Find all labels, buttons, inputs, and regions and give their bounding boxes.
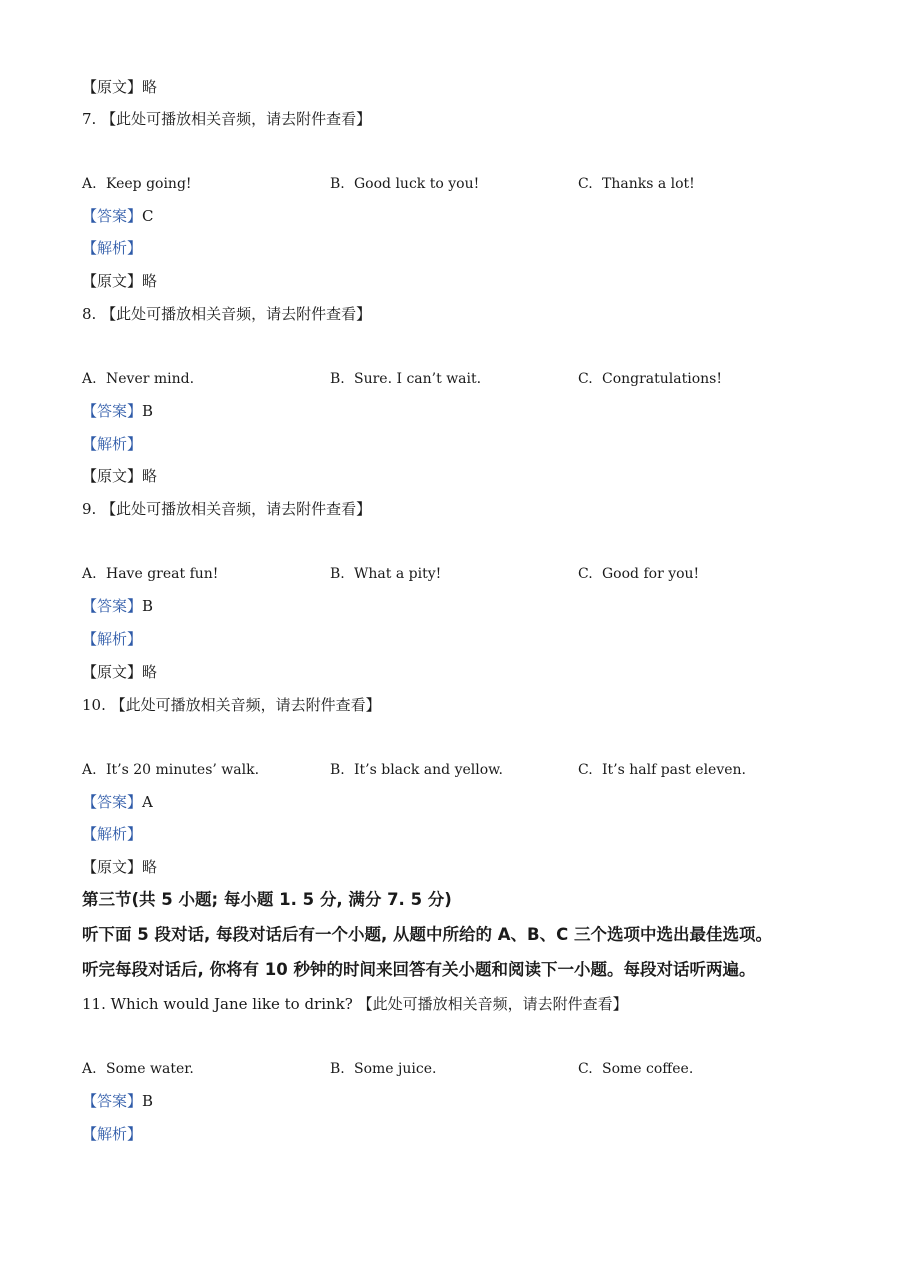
yuanwen-line — [82, 465, 157, 487]
answer-tag: 【答案】 — [82, 793, 143, 811]
option-b: B. It’s black and yellow. — [330, 762, 503, 778]
yuanwen-tag: 【原文】 — [82, 467, 143, 485]
option-b: B. Sure. I can’t wait. — [330, 371, 482, 387]
answer-tag: 【答案】 — [82, 402, 143, 420]
yuanwen-line — [82, 270, 157, 292]
option-c: C. Congratulations! — [578, 371, 722, 387]
answer-line — [82, 595, 153, 617]
options-q8 — [82, 368, 842, 390]
answer-tag: 【答案】 — [82, 1092, 143, 1110]
answer-value: A — [142, 793, 153, 811]
option-a: A. It’s 20 minutes’ walk. — [82, 762, 260, 778]
options-q7 — [82, 173, 842, 195]
question-9: 9. 【此处可播放相关音频，请去附件查看】 — [82, 500, 372, 518]
answer-line — [82, 400, 153, 422]
yuanwen-tag: 【原文】 — [82, 663, 143, 681]
yuanwen-tag: 【原文】 — [82, 858, 143, 876]
yuanwen-text: 略 — [142, 663, 158, 681]
yuanwen-line — [82, 856, 157, 878]
option-b: B. What a pity! — [330, 566, 442, 582]
question-8: 8. 【此处可播放相关音频，请去附件查看】 — [82, 305, 372, 323]
jiexi-tag: 【解析】 — [82, 1125, 143, 1143]
option-b: B. Good luck to you! — [330, 176, 480, 192]
answer-tag: 【答案】 — [82, 207, 143, 225]
yuanwen-text: 略 — [142, 272, 158, 290]
options-q10 — [82, 759, 842, 781]
question-11: 11. Which would Jane like to drink? 【此处可播放相关音频，请去附件查看】 — [82, 995, 628, 1013]
option-c: C. Some coffee. — [578, 1061, 694, 1077]
question-10: 10. 【此处可播放相关音频，请去附件查看】 — [82, 696, 381, 714]
answer-line — [82, 791, 153, 813]
yuanwen-line — [82, 76, 157, 98]
answer-value: B — [142, 402, 154, 420]
jiexi-line — [82, 237, 142, 259]
answer-tag: 【答案】 — [82, 597, 143, 615]
option-c: C. Thanks a lot! — [578, 176, 695, 192]
option-a: A. Keep going! — [82, 176, 192, 192]
question-7: 7. 【此处可播放相关音频，请去附件查看】 — [82, 110, 372, 128]
jiexi-line — [82, 1123, 142, 1145]
option-c: C. It’s half past eleven. — [578, 762, 746, 778]
yuanwen-text: 略 — [142, 78, 158, 96]
option-a: A. Never mind. — [82, 371, 195, 387]
options-q11 — [82, 1058, 842, 1080]
answer-value: B — [142, 1092, 154, 1110]
answer-line — [82, 205, 154, 227]
section-heading: 第三节(共 5 小题; 每小题 1. 5 分, 满分 7. 5 分) — [82, 890, 452, 909]
option-b: B. Some juice. — [330, 1061, 437, 1077]
jiexi-line — [82, 433, 142, 455]
section-instruction-2: 听完每段对话后, 你将有 10 秒钟的时间来回答有关小题和阅读下一小题。每段对话听两遍。 — [82, 960, 756, 979]
options-q9 — [82, 563, 842, 585]
yuanwen-tag: 【原文】 — [82, 272, 143, 290]
yuanwen-tag: 【原文】 — [82, 78, 143, 96]
jiexi-line — [82, 628, 142, 650]
option-a: A. Some water. — [82, 1061, 194, 1077]
option-c: C. Good for you! — [578, 566, 700, 582]
answer-line — [82, 1090, 153, 1112]
jiexi-tag: 【解析】 — [82, 239, 143, 257]
answer-value: C — [142, 207, 154, 225]
jiexi-tag: 【解析】 — [82, 825, 143, 843]
section-instruction-1: 听下面 5 段对话, 每段对话后有一个小题, 从题中所给的 A、B、C 三个选项中选出最佳选项。 — [82, 925, 772, 944]
answer-value: B — [142, 597, 154, 615]
yuanwen-text: 略 — [142, 467, 158, 485]
jiexi-line — [82, 823, 142, 845]
option-a: A. Have great fun! — [82, 566, 219, 582]
jiexi-tag: 【解析】 — [82, 630, 143, 648]
yuanwen-text: 略 — [142, 858, 158, 876]
yuanwen-line — [82, 661, 157, 683]
jiexi-tag: 【解析】 — [82, 435, 143, 453]
